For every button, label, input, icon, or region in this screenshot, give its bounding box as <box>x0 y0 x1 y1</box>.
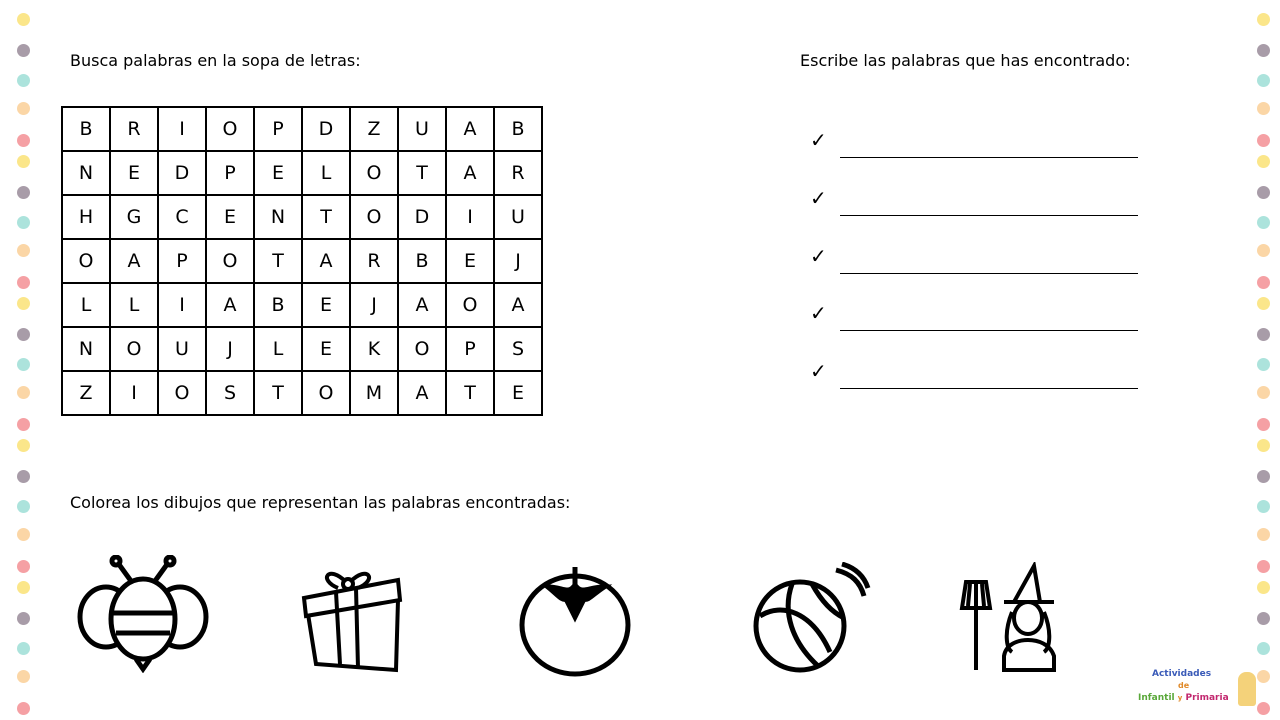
grid-cell[interactable]: A <box>302 239 350 283</box>
grid-cell[interactable]: H <box>62 195 110 239</box>
grid-cell[interactable]: O <box>62 239 110 283</box>
decorative-dot <box>17 44 30 57</box>
grid-row <box>62 151 542 195</box>
color-instruction: Colorea los dibujos que representan las palabras encontradas: <box>70 493 571 512</box>
grid-cell[interactable]: O <box>350 195 398 239</box>
grid-cell[interactable]: S <box>206 371 254 415</box>
decorative-dot <box>1257 560 1270 573</box>
check-icon: ✓ <box>810 359 827 384</box>
grid-cell[interactable]: I <box>110 371 158 415</box>
grid-cell[interactable]: B <box>62 107 110 151</box>
decorative-dot <box>1257 244 1270 257</box>
decorative-dot <box>17 216 30 229</box>
word-search-grid <box>61 106 543 416</box>
witch-icon <box>958 562 1062 674</box>
decorative-dot <box>1257 581 1270 594</box>
decorative-dot <box>17 13 30 26</box>
decorative-dot <box>1257 470 1270 483</box>
grid-cell[interactable]: D <box>158 151 206 195</box>
grid-cell[interactable]: I <box>446 195 494 239</box>
grid-cell[interactable]: B <box>398 239 446 283</box>
decorative-dots-left <box>17 0 31 720</box>
answer-line[interactable] <box>810 244 1140 274</box>
decorative-dot <box>1257 134 1270 147</box>
answer-line[interactable] <box>810 128 1140 158</box>
grid-cell[interactable]: A <box>110 239 158 283</box>
gift-icon <box>298 560 404 674</box>
grid-cell[interactable]: Z <box>350 107 398 151</box>
grid-cell[interactable]: O <box>398 327 446 371</box>
grid-cell[interactable]: D <box>302 107 350 151</box>
grid-cell[interactable]: U <box>398 107 446 151</box>
answer-line[interactable] <box>810 359 1140 389</box>
decorative-dot <box>17 134 30 147</box>
decorative-dot <box>1257 528 1270 541</box>
grid-cell[interactable]: J <box>206 327 254 371</box>
grid-cell[interactable]: O <box>158 371 206 415</box>
grid-cell[interactable]: O <box>206 239 254 283</box>
decorative-dot <box>1257 216 1270 229</box>
grid-cell[interactable]: A <box>446 151 494 195</box>
decorative-dot <box>17 418 30 431</box>
write-line[interactable] <box>840 273 1138 274</box>
logo-mascot <box>1238 672 1256 706</box>
ball-icon <box>752 562 872 676</box>
grid-cell[interactable]: J <box>350 283 398 327</box>
logo-line3a: Infantil <box>1138 693 1175 703</box>
grid-cell[interactable]: E <box>446 239 494 283</box>
check-icon: ✓ <box>810 185 827 210</box>
check-icon: ✓ <box>810 128 827 152</box>
decorative-dot <box>1257 328 1270 341</box>
logo-line2: de <box>1178 681 1190 690</box>
decorative-dot <box>17 642 30 655</box>
grid-cell[interactable]: N <box>62 327 110 371</box>
logo-line1: Actividades <box>1152 669 1212 679</box>
grid-cell[interactable]: N <box>254 195 302 239</box>
decorative-dot <box>1257 297 1270 310</box>
grid-cell[interactable]: R <box>110 107 158 151</box>
decorative-dot <box>1257 612 1270 625</box>
grid-cell[interactable]: E <box>206 195 254 239</box>
grid-cell[interactable]: P <box>254 107 302 151</box>
decorative-dot <box>17 702 30 715</box>
decorative-dot <box>17 276 30 289</box>
grid-cell[interactable]: M <box>350 371 398 415</box>
grid-cell[interactable]: L <box>302 151 350 195</box>
decorative-dot <box>1257 500 1270 513</box>
grid-cell[interactable]: J <box>494 239 542 283</box>
decorative-dot <box>17 612 30 625</box>
grid-cell[interactable]: E <box>494 371 542 415</box>
grid-row <box>62 195 542 239</box>
grid-cell[interactable]: T <box>254 239 302 283</box>
decorative-dot <box>1257 642 1270 655</box>
grid-cell[interactable]: N <box>62 151 110 195</box>
decorative-dot <box>17 670 30 683</box>
grid-cell[interactable]: U <box>158 327 206 371</box>
write-line[interactable] <box>840 215 1138 216</box>
logo-line3b: y <box>1177 694 1183 702</box>
decorative-dot <box>1257 44 1270 57</box>
answer-line[interactable] <box>810 301 1140 331</box>
grid-cell[interactable]: O <box>302 371 350 415</box>
grid-cell[interactable]: L <box>110 283 158 327</box>
decorative-dot <box>17 244 30 257</box>
grid-row <box>62 327 542 371</box>
decorative-dot <box>17 186 30 199</box>
write-instruction: Escribe las palabras que has encontrado: <box>800 51 1131 70</box>
grid-cell[interactable]: L <box>254 327 302 371</box>
grid-row <box>62 371 542 415</box>
decorative-dot <box>1257 439 1270 452</box>
grid-cell[interactable]: O <box>446 283 494 327</box>
grid-row <box>62 107 542 151</box>
grid-cell[interactable]: E <box>302 327 350 371</box>
grid-row <box>62 283 542 327</box>
grid-cell[interactable]: I <box>158 107 206 151</box>
decorative-dot <box>17 297 30 310</box>
grid-cell[interactable]: K <box>350 327 398 371</box>
decorative-dot <box>17 328 30 341</box>
grid-cell[interactable]: O <box>110 327 158 371</box>
decorative-dots-right <box>1257 0 1271 720</box>
grid-cell[interactable]: O <box>206 107 254 151</box>
logo-line3c: Primaria <box>1185 693 1229 703</box>
decorative-dot <box>1257 13 1270 26</box>
grid-cell[interactable]: P <box>158 239 206 283</box>
grid-cell[interactable]: T <box>254 371 302 415</box>
decorative-dot <box>17 500 30 513</box>
grid-cell[interactable]: E <box>110 151 158 195</box>
grid-cell[interactable]: U <box>494 195 542 239</box>
decorative-dot <box>1257 386 1270 399</box>
decorative-dot <box>17 155 30 168</box>
decorative-dot <box>17 74 30 87</box>
grid-cell[interactable]: S <box>494 327 542 371</box>
write-line[interactable] <box>840 388 1138 389</box>
decorative-dot <box>17 581 30 594</box>
tomato-icon <box>518 565 634 677</box>
grid-cell[interactable]: T <box>398 151 446 195</box>
decorative-dot <box>17 439 30 452</box>
grid-cell[interactable]: L <box>62 283 110 327</box>
grid-cell[interactable]: A <box>494 283 542 327</box>
decorative-dot <box>1257 418 1270 431</box>
grid-cell[interactable]: P <box>206 151 254 195</box>
decorative-dot <box>1257 358 1270 371</box>
grid-cell[interactable]: A <box>446 107 494 151</box>
write-line[interactable] <box>840 330 1138 331</box>
grid-row <box>62 239 542 283</box>
decorative-dot <box>1257 276 1270 289</box>
decorative-dot <box>17 528 30 541</box>
bee-icon <box>76 555 210 673</box>
decorative-dot <box>1257 74 1270 87</box>
decorative-dot <box>1257 155 1270 168</box>
grid-cell[interactable]: G <box>110 195 158 239</box>
decorative-dot <box>17 102 30 115</box>
answer-line[interactable] <box>810 186 1140 216</box>
write-line[interactable] <box>840 157 1138 158</box>
grid-cell[interactable]: R <box>350 239 398 283</box>
grid-cell[interactable]: O <box>350 151 398 195</box>
decorative-dot <box>17 386 30 399</box>
decorative-dot <box>1257 102 1270 115</box>
grid-cell[interactable]: Z <box>62 371 110 415</box>
decorative-dot <box>1257 670 1270 683</box>
grid-cell[interactable]: A <box>206 283 254 327</box>
grid-cell[interactable]: A <box>398 371 446 415</box>
decorative-dot <box>1257 702 1270 715</box>
search-instruction: Busca palabras en la sopa de letras: <box>70 51 361 70</box>
grid-cell[interactable]: P <box>446 327 494 371</box>
grid-cell[interactable]: E <box>254 151 302 195</box>
decorative-dot <box>17 470 30 483</box>
grid-cell[interactable]: B <box>494 107 542 151</box>
grid-cell[interactable]: D <box>398 195 446 239</box>
check-icon: ✓ <box>810 301 827 326</box>
grid-cell[interactable]: T <box>302 195 350 239</box>
brand-logo <box>1138 668 1256 712</box>
decorative-dot <box>17 358 30 371</box>
grid-cell[interactable]: R <box>494 151 542 195</box>
grid-cell[interactable]: C <box>158 195 206 239</box>
grid-cell[interactable]: I <box>158 283 206 327</box>
check-icon: ✓ <box>810 243 827 268</box>
grid-cell[interactable]: B <box>254 283 302 327</box>
decorative-dot <box>17 560 30 573</box>
grid-cell[interactable]: T <box>446 371 494 415</box>
decorative-dot <box>1257 186 1270 199</box>
grid-cell[interactable]: E <box>302 283 350 327</box>
grid-cell[interactable]: A <box>398 283 446 327</box>
